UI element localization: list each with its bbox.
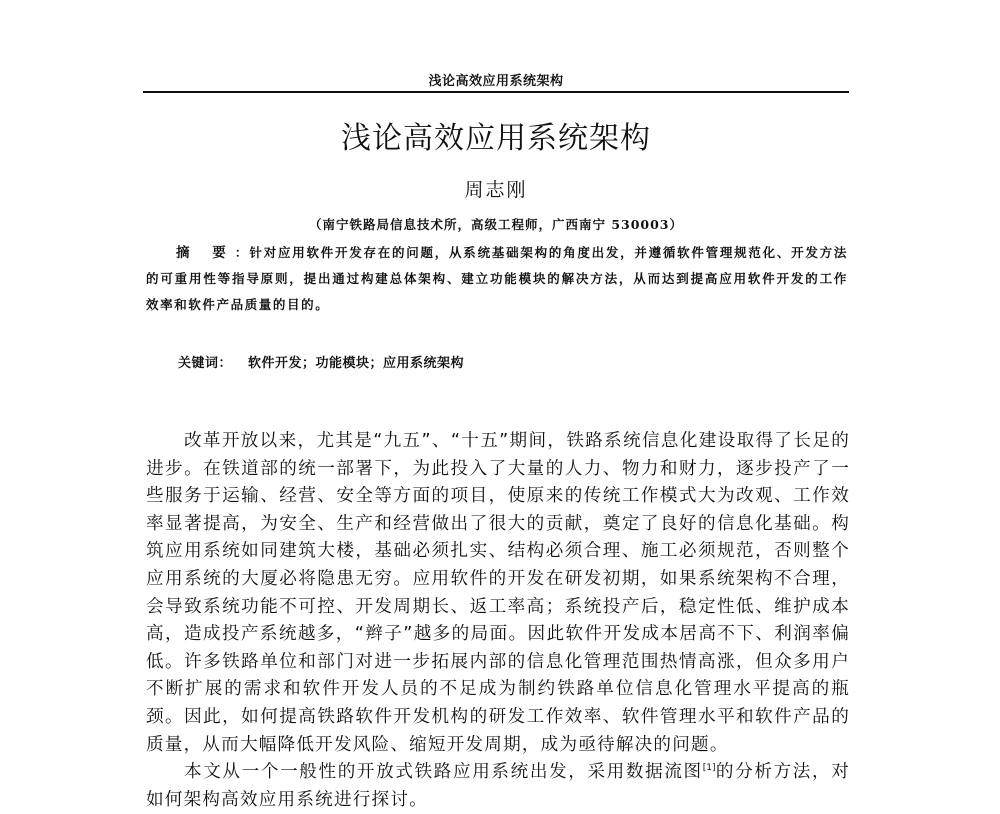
abstract [146, 240, 848, 318]
paper-title: 浅论高效应用系统架构 [341, 121, 651, 156]
running-header: 浅论高效应用系统架构 [428, 74, 564, 89]
paragraph-2-text-a: 本文从一个一般性的开放式铁路应用系统出发，采用数据流图 [184, 762, 703, 783]
body-paragraph-2 [146, 759, 850, 814]
abstract-label-colon: ： [234, 245, 250, 260]
citation-reference: [1] [702, 763, 716, 774]
body-text [146, 428, 850, 814]
keywords [178, 352, 464, 371]
abstract-text: 针对应用软件开发存在的问题，从系统基础架构的角度出发，并遵循软件管理规范化、开发方法的可重用性等指导原则，提出通过构建总体架构、建立功能模块的解决方法，从而达到提高应用软件开发的工作效率和软件产品质量的目的。 [146, 245, 848, 312]
paragraph-2-text-b: 的分析方法，对如何架构高效应用系统进行探讨。 [146, 762, 851, 810]
keywords-text: 软件开发；功能模块；应用系统架构 [248, 356, 465, 371]
author-affiliation: （南宁铁路局信息技术所，高级工程师，广西南宁 530003） [308, 217, 684, 232]
abstract-label: 摘 要 [176, 245, 235, 261]
author-name: 周志刚 [464, 179, 528, 201]
body-paragraph-1: 改革开放以来，尤其是“九五”、“十五”期间，铁路系统信息化建设取得了长足的进步。在铁道部的统一部署下，为此投入了大量的人力、物力和财力，逐步投产了一些服务于运输、经营、安全等方面的项目，使原来的传统工作模式大为改观、工作效率显著提高，为安全、生产和经营做出了很大的贡献，奠定了良好的信息化基础。构筑应用系统如同建筑大楼，基础必须扎实、结构必须合理、施工必须规范，否则整个应用系统的大厦必将隐患无穷。应用软件的开发在研发初期，如果系统架构不合理，会导致系统功能不可控、开发周期长、返工率高；系统投产后，稳定性低、维护成本高，造成投产系统越多，“辫子”越多的局面。因此软件开发成本居高不下、利润率偏低。许多铁路单位和部门对进一步拓展内部的信息化管理范围热情高涨，但众多用户不断扩展的需求和软件开发人员的不足成为制约铁路单位信息化管理水平提高的瓶颈。因此，如何提高铁路软件开发机构的研发工作效率、软件管理水平和软件产品的质量，从而大幅降低开发风险、缩短开发周期，成为亟待解决的问题。 [146, 431, 850, 755]
keywords-label: 关键词： [178, 356, 233, 371]
header-rule [143, 91, 849, 93]
